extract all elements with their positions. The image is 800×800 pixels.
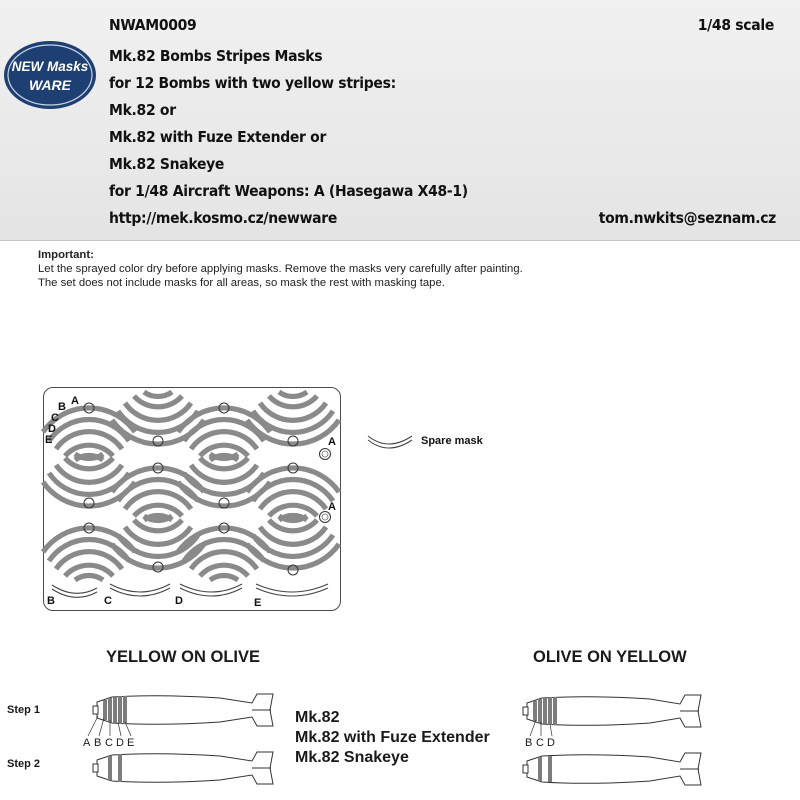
ring-mask-a1 (320, 449, 331, 460)
band-label-b-right: B (525, 737, 533, 749)
bomb-name-snakeye: Mk.82 Snakeye (295, 749, 409, 766)
band-label-e: E (127, 737, 135, 749)
product-code: NWAM0009 (109, 16, 197, 34)
ring-mask-a2 (320, 512, 331, 523)
label-c-bottom: C (104, 595, 112, 607)
bomb-name-fuze-extender: Mk.82 with Fuze Extender (295, 729, 490, 746)
band-label-d-right: D (547, 737, 555, 749)
bottom-mask-e (256, 584, 328, 592)
heading-olive-on-yellow: OLIVE ON YELLOW (533, 648, 687, 666)
variant-3: Mk.82 Snakeye (109, 155, 225, 173)
bottom-mask-b (52, 585, 97, 593)
label-d-bottom: D (175, 595, 183, 607)
email-link[interactable]: tom.nwkits@seznam.cz (598, 209, 776, 227)
label-b-top: B (58, 401, 66, 413)
kit-reference: for 1/48 Aircraft Weapons: A (Hasegawa X48-1) (109, 182, 468, 200)
website-link[interactable]: http://mek.kosmo.cz/newware (109, 209, 337, 227)
variant-1: Mk.82 or (109, 101, 176, 119)
step-2-label: Step 2 (7, 758, 41, 770)
notes-line-2: The set does not include masks for all areas, so mask the rest with masking tape. (38, 277, 445, 289)
label-a-right-2: A (328, 501, 336, 513)
logo-text-top: NEW Masks (11, 59, 89, 74)
label-a-right-1: A (328, 436, 336, 448)
mask-group-r3c2 (112, 516, 204, 572)
label-a-top: A (71, 395, 79, 407)
scale-label: 1/48 scale (697, 16, 774, 34)
band-label-b: B (94, 737, 102, 749)
label-e-bottom: E (254, 597, 262, 609)
logo-text-bottom: WARE (29, 77, 71, 93)
notes-heading: Important: (38, 249, 94, 261)
spare-mask-label: Spare mask (421, 435, 483, 447)
heading-yellow-on-olive: YELLOW ON OLIVE (106, 648, 261, 666)
label-d-top: D (48, 423, 56, 435)
product-subtitle: for 12 Bombs with two yellow stripes: (109, 74, 396, 92)
band-label-c: C (105, 737, 113, 749)
label-c-top: C (51, 412, 59, 424)
bottom-mask-d (180, 584, 242, 592)
band-label-a: A (83, 737, 91, 749)
spare-mask (368, 436, 412, 444)
band-label-c-right: C (536, 737, 544, 749)
label-e-top: E (45, 434, 53, 446)
band-label-d: D (116, 737, 124, 749)
product-title: Mk.82 Bombs Stripes Masks (109, 47, 323, 65)
bottom-mask-c (110, 584, 170, 592)
bomb-name-mk82: Mk.82 (295, 709, 340, 726)
mask-group-r3c4 (247, 516, 339, 575)
variant-2: Mk.82 with Fuze Extender or (109, 128, 327, 146)
label-b-bottom: B (47, 595, 55, 607)
step-1-label: Step 1 (7, 704, 41, 716)
notes-line-1: Let the sprayed color dry before applying masks. Remove the masks very carefully after painting. (38, 263, 523, 275)
